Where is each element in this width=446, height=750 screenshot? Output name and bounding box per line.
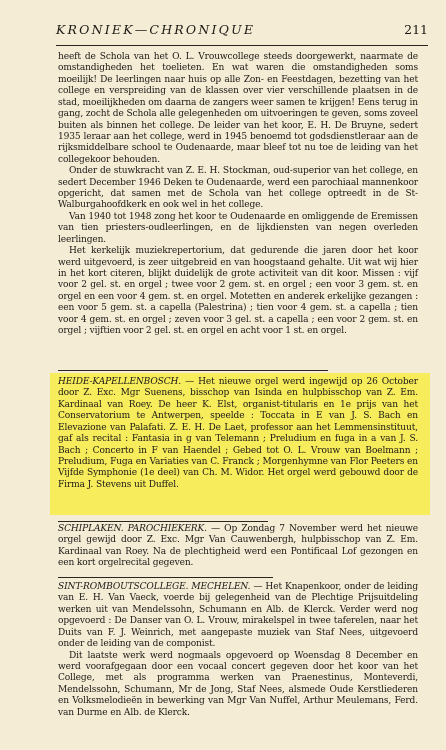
section-heading: SCHIPLAKEN. PAROCHIEKERK. (58, 524, 207, 534)
section-body: — Het nieuwe orgel werd ingewijd op 26 October door Z. Exc. Mgr Suenens, bisschop van Isinda en hulpbisschop van Z. Em. Kardinaal van Roey. De heer K. Elst, organist-titularis en 1e prijs van het Conservatorium te Antwerpen, speelde : Toccata in E van J. S. Bach en Elevazione van Palafati. Z. E. H. De Laet, professor aan het Lemmensinstituut, gaf als recital : Fantasia in g van Telemann ; Preludium en fuga in a van J. S. Bach ; Concerto in F van Haendel ; Gebed tot O. L. Vrouw van Boelmann ; Preludium, Fuga en Variaties van C. Franck ; Morgenhymne van Flor Peeters en Vijfde Symphonie (1e deel) van Ch. M. Widor. Het orgel werd gebouwd door de Firma J. Stevens uit Duffel. (58, 377, 418, 490)
running-title: KRONIEK—CHRONIQUE (56, 22, 256, 37)
section-schiplaken (58, 524, 418, 570)
section-heide-kapellenbosch (58, 377, 418, 491)
running-header (56, 22, 428, 40)
section-heading: SINT-ROMBOUTSCOLLEGE. MECHELEN. (58, 582, 251, 592)
section-separator (58, 577, 273, 578)
page-number: 211 (404, 22, 428, 37)
section-sint-romboutscollege (58, 582, 418, 719)
section-body: — Het Knapenkoor, onder de leiding van E. H. Van Vaeck, voerde bij gelegenheid van de Plechtige Prijsuitdeling werken uit van Mendelssohn, Schumann en Alb. de Klerck. Verder werd nog opgevoerd : De Danser van O. L. Vrouw, mirakelspel in twee taferelen, naar het Duits van F. J. Weinrich, met aangepaste muziek van Staf Nees, uitgevoerd onder de leiding van de componist. (58, 582, 418, 650)
paragraph: heeft de Schola van het O. L. Vrouwcollege steeds doorgewerkt, naarmate de omstandigheden het toelieten. En wat waren die omstandigheden soms moeilijk! De leerlingen naar huis op alle Zon- en Feestdagen, bezetting van het college en verspreiding van de klassen over vier verschillende plaatsen in de stad, moeilijkheden om daarna de zangers weer samen te krijgen! Eens terug in gang, zocht de Schola alle gelegenheden om uitvoeringen te geven, soms zoveel buiten als binnen het college. De leider van het koor, E. H. De Bruyne, sedert 1935 leraar aan het college, werd in 1945 benoemd tot godsdienstleraar aan de rijksmiddelbare school te Oudenaarde, maar bleef tot nu toe de leiding van het collegekoor behouden. (58, 52, 418, 165)
section-body: — Op Zondag 7 November werd het nieuwe orgel gewijd door Z. Exc. Mgr Van Cauwenbergh, hulpbisschop van Z. Em. Kardinaal van Roey. Na de plechtigheid werd een Pontificaal Lof gezongen en een kort orgelrecital gegeven. (58, 524, 419, 569)
section-separator (58, 370, 328, 371)
paragraph: Onder de stuwkracht van Z. E. H. Stockman, oud-superior van het college, en sedert December 1946 Deken te Oudenaarde, werd een parochiaal mannenkoor opgericht, dat samen met de Schola van het college optreedt in de St-Walburgahoofdkerk en ook wel in het college. (58, 166, 418, 211)
section-separator (58, 521, 268, 522)
intro-text (58, 52, 418, 338)
paragraph: Van 1940 tot 1948 zong het koor te Oudenaarde en omliggende de Eremissen van tien priesters-oudleerlingen, en de lijkdiensten van negen overleden leerlingen. (58, 211, 418, 245)
paragraph: Het kerkelijk muziekrepertorium, dat gedurende die jaren door het koor werd uitgevoerd, is zeer uitgebreid en van hoogstaand gehalte. Uit wat wij hier in het kort citeren, blijkt duidelijk de grote activiteit van dit koor. Missen : vijf voor 2 gel. st. en orgel ; twee voor 2 gem. st. en orgel ; een voor 3 gem. st. en orgel en een voor 4 gem. st. en orgel. Motetten en anderek erkelijke gezangen : een voor 5 gem. st. a capella (Palestrina) ; tien voor 4 gem. st. a capella ; tien voor 4 gem. st. en orgel ; zeven voor 3 gel. st. a capella ; een voor 2 gem. st. en orgel ; vijftien voor 2 gel. st. en orgel en acht voor 1 st. en orgel. (58, 246, 418, 337)
header-rule (56, 45, 428, 46)
paragraph: Dit laatste werk werd nogmaals opgevoerd op Woensdag 8 December en werd voorafgegaan door een vocaal concert gegeven door het koor van het College, met als programma werken van Praenestinus, Monteverdi, Mendelssohn, Schumann, Mr de Jong, Staf Nees, alsmede Oude Kerstliederen en Volksmelodieën in bewerking van Mgr Van Nuffel, Arthur Meulemans, Ferd. van Durme en Alb. de Klerck. (58, 650, 418, 718)
section-heading: HEIDE-KAPELLENBOSCH. (58, 377, 182, 387)
